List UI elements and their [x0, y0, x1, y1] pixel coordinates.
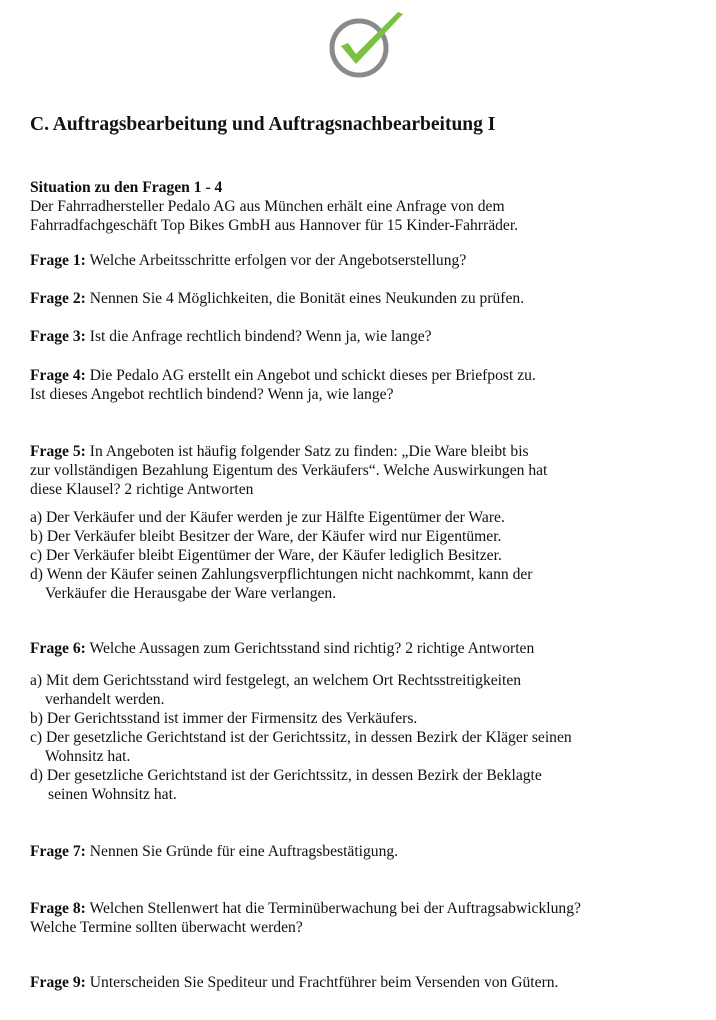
answer-option-c-cont: Wohnsitz hat.: [45, 748, 131, 765]
question-1: [30, 251, 466, 270]
question-label: Frage 3:: [30, 328, 86, 345]
answer-option-a: a) Der Verkäufer und der Käufer werden je zur Hälfte Eigentümer der Ware.: [30, 509, 505, 526]
situation-title: Situation zu den Fragen 1 - 4: [30, 179, 223, 196]
question-label: Frage 7:: [30, 843, 86, 860]
checkmark-circle-icon: [325, 8, 409, 78]
answer-option-c: c) Der gesetzliche Gerichtstand ist der Gerichtssitz, in dessen Bezirk der Kläger seinen: [30, 729, 572, 746]
question-5: [30, 442, 547, 499]
answer-option-b: b) Der Gerichtsstand ist immer der Firmensitz des Verkäufers.: [30, 710, 418, 727]
question-7: [30, 842, 398, 861]
question-text: Welche Arbeitsschritte erfolgen vor der Angebotserstellung?: [85, 252, 467, 269]
question-text: Die Pedalo AG erstellt ein Angebot und schickt dieses per Briefpost zu.: [85, 367, 536, 384]
question-text: Nennen Sie Gründe für eine Auftragsbestätigung.: [85, 843, 399, 860]
answer-option-c: c) Der Verkäufer bleibt Eigentümer der Ware, der Käufer lediglich Besitzer.: [30, 547, 502, 564]
question-label: Frage 6:: [30, 640, 86, 657]
question-label: Frage 4:: [30, 367, 86, 384]
question-label: Frage 8:: [30, 900, 86, 917]
question-3: [30, 327, 432, 346]
question-label: Frage 1:: [30, 252, 86, 269]
answer-option-a-cont: verhandelt werden.: [45, 691, 165, 708]
question-4: [30, 366, 536, 404]
question-text: Unterscheiden Sie Spediteur und Frachtführer beim Versenden von Gütern.: [85, 974, 559, 991]
section-heading: C. Auftragsbearbeitung und Auftragsnachbearbeitung I: [30, 114, 496, 135]
answer-option-d: d) Wenn der Käufer seinen Zahlungsverpflichtungen nicht nachkommt, kann der: [30, 566, 533, 583]
situation-text: Der Fahrradhersteller Pedalo AG aus München erhält eine Anfrage von dem: [30, 198, 505, 215]
question-text: zur vollständigen Bezahlung Eigentum des Verkäufers“. Welche Auswirkungen hat: [30, 462, 548, 479]
question-text: Welche Termine sollten überwacht werden?: [30, 919, 303, 936]
question-text: Ist die Anfrage rechtlich bindend? Wenn ja, wie lange?: [85, 328, 432, 345]
question-2: [30, 289, 524, 308]
answer-option-d-cont: Verkäufer die Herausgabe der Ware verlangen.: [45, 585, 337, 602]
question-text: In Angeboten ist häufig folgender Satz zu finden: „Die Ware bleibt bis: [85, 443, 529, 460]
question-text: Nennen Sie 4 Möglichkeiten, die Bonität eines Neukunden zu prüfen.: [85, 290, 525, 307]
question-text: Ist dieses Angebot rechtlich bindend? Wenn ja, wie lange?: [30, 386, 394, 403]
answer-option-d-cont: seinen Wohnsitz hat.: [48, 786, 177, 803]
question-text: Welchen Stellenwert hat die Terminüberwachung bei der Auftragsabwicklung?: [85, 900, 581, 917]
answer-option-a: a) Mit dem Gerichtsstand wird festgelegt, an welchem Ort Rechtsstreitigkeiten: [30, 672, 522, 689]
question-8: [30, 899, 581, 937]
question-label: Frage 2:: [30, 290, 86, 307]
question-5-options: [30, 508, 533, 603]
question-6: [30, 639, 534, 658]
question-label: Frage 9:: [30, 974, 86, 991]
answer-option-d: d) Der gesetzliche Gerichtstand ist der Gerichtssitz, in dessen Bezirk der Beklagte: [30, 767, 542, 784]
question-label: Frage 5:: [30, 443, 86, 460]
question-text: Welche Aussagen zum Gerichtsstand sind richtig? 2 richtige Antworten: [85, 640, 535, 657]
answer-option-b: b) Der Verkäufer bleibt Besitzer der Ware, der Käufer wird nur Eigentümer.: [30, 528, 502, 545]
situation-block: [30, 178, 518, 235]
question-text: diese Klausel? 2 richtige Antworten: [30, 481, 254, 498]
situation-text: Fahrradfachgeschäft Top Bikes GmbH aus Hannover für 15 Kinder-Fahrräder.: [30, 217, 519, 234]
question-6-options: [30, 671, 572, 804]
question-9: [30, 973, 558, 992]
